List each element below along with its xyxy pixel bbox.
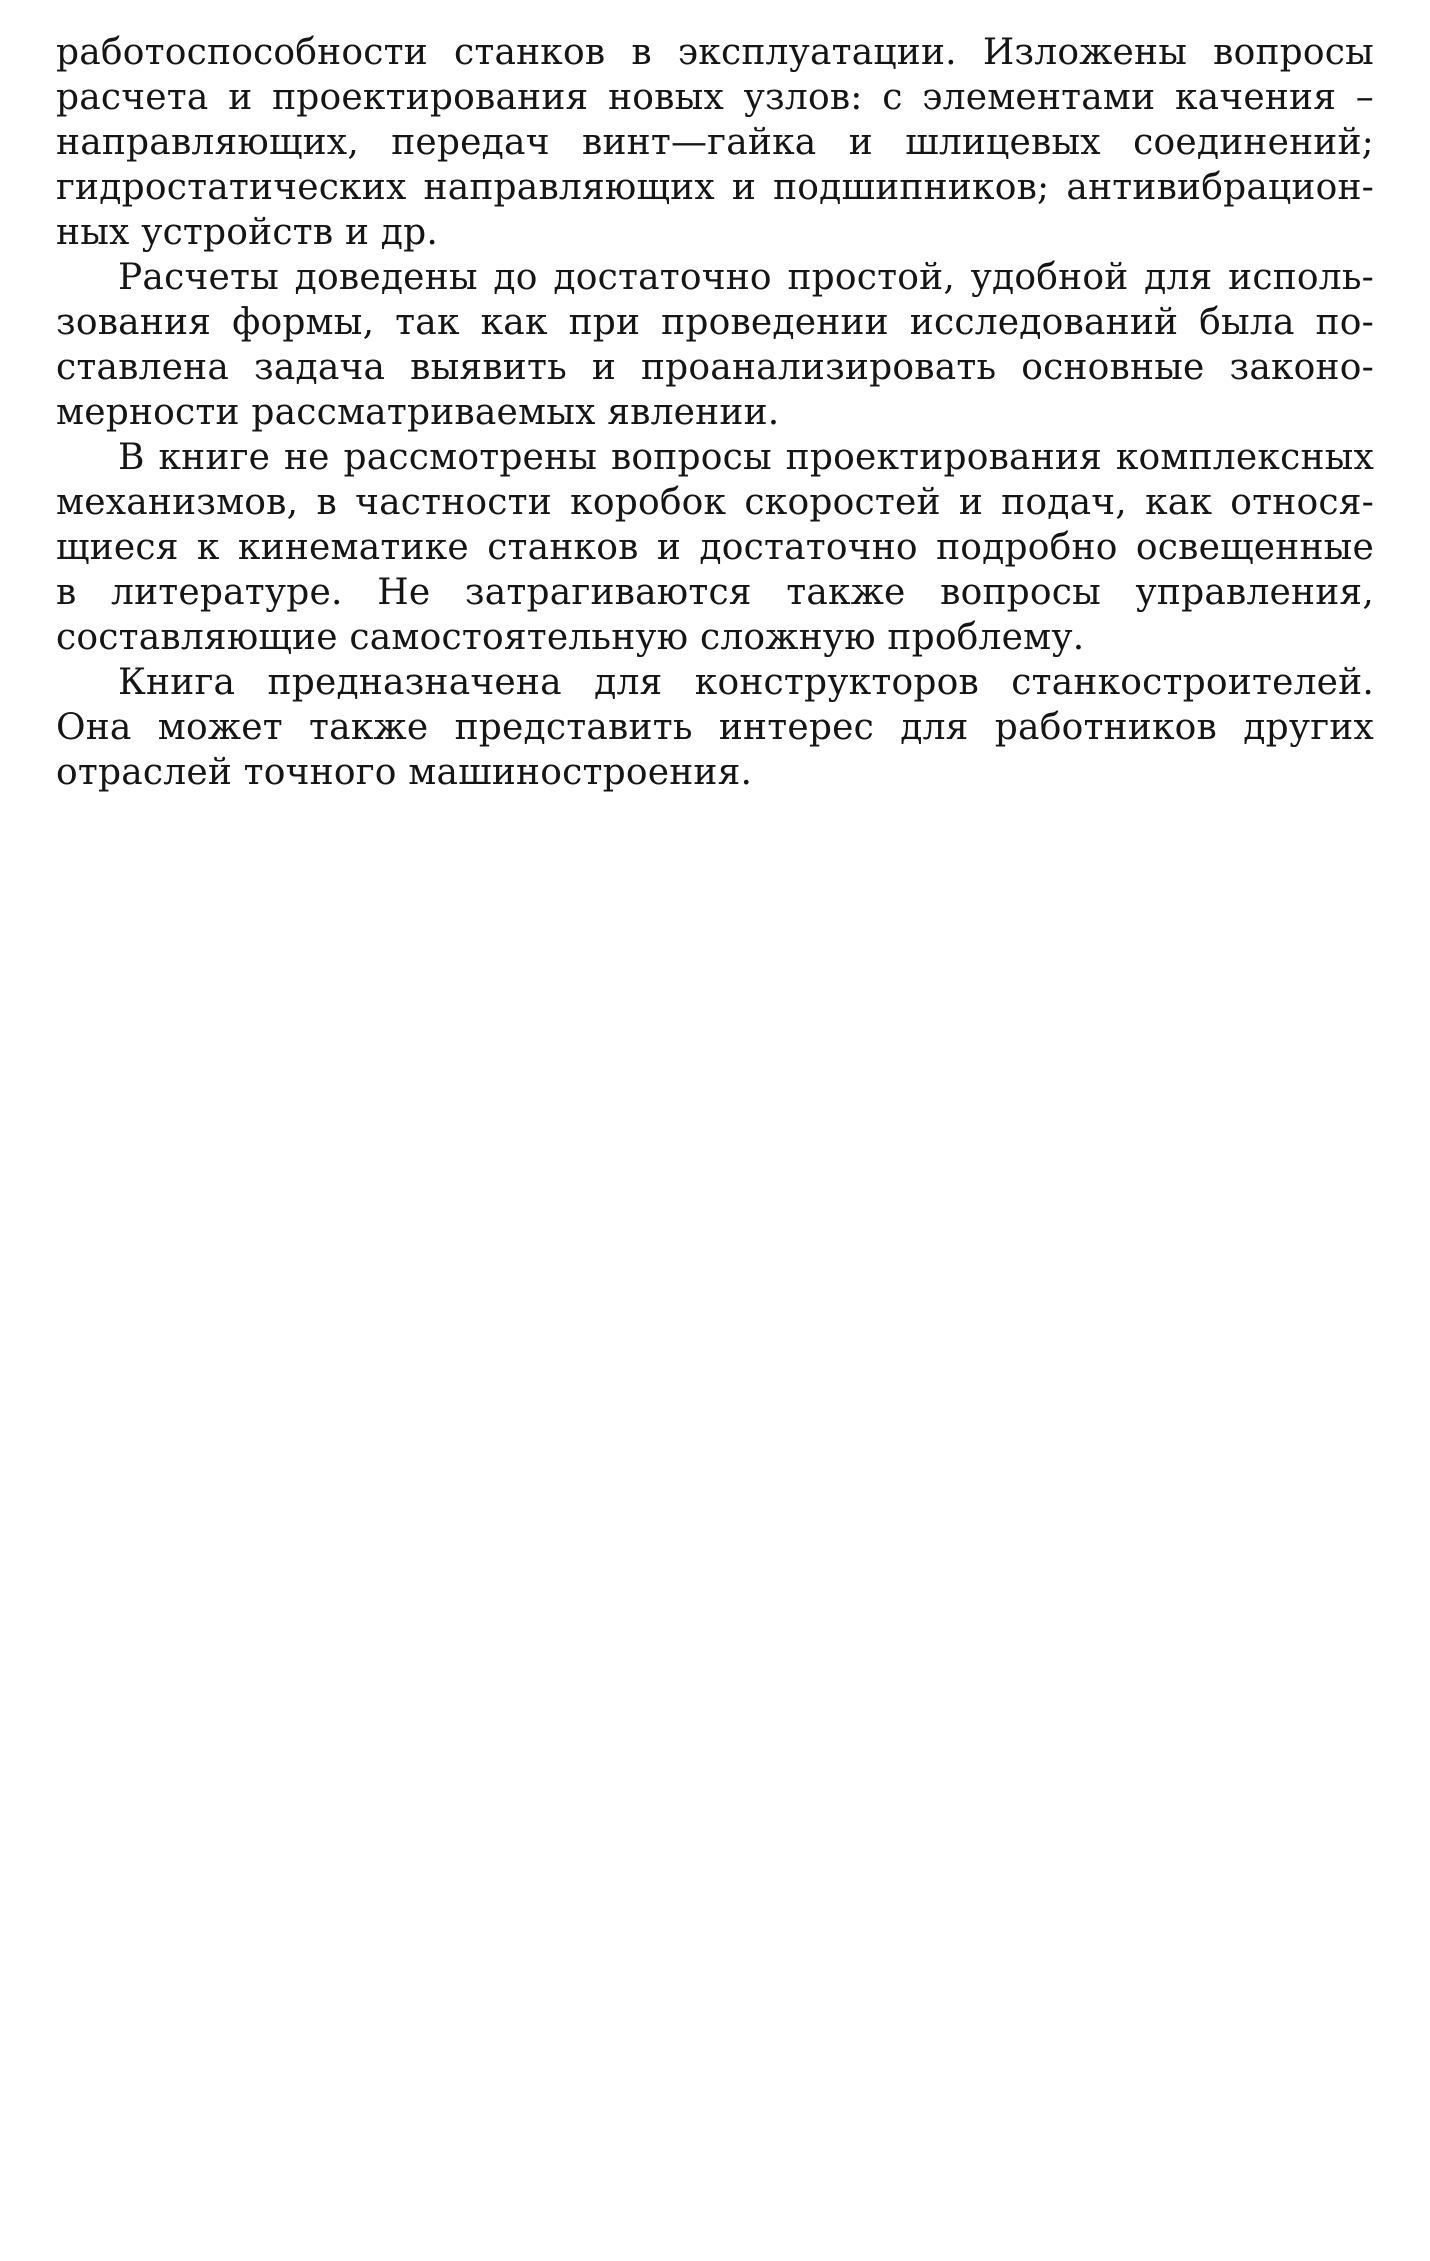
text-line: В книге не рассмотрены вопросы проектирования комплексных	[118, 437, 1374, 478]
text-line: щиеся к кинематике станков и достаточно подробно освещенные	[56, 527, 1374, 568]
text-line: Книга предназначена для конструкторов станкостроителей.	[118, 662, 1374, 703]
text-line: ных устройств и др.	[56, 212, 439, 253]
body-text	[56, 30, 1374, 795]
text-line: мерности рассматриваемых явлении.	[56, 392, 780, 433]
text-line: отраслей точного машиностроения.	[56, 752, 753, 793]
text-line: ставлена задача выявить и проанализировать основные законо-	[56, 347, 1374, 388]
paragraph-2	[56, 255, 1374, 435]
text-line: в литературе. Не затрагиваются также вопросы управления,	[56, 572, 1374, 613]
paragraph-3	[56, 435, 1374, 660]
text-line: Она может также представить интерес для работников других	[56, 707, 1374, 748]
text-line: составляющие самостоятельную сложную проблему.	[56, 617, 1085, 658]
text-line: работоспособности станков в эксплуатации. Изложены вопросы	[56, 32, 1374, 73]
text-line: гидростатических направляющих и подшипников; антивибрацион-	[56, 167, 1374, 208]
text-line: расчета и проектирования новых узлов: с элементами качения –	[56, 77, 1374, 118]
paragraph-4	[56, 660, 1374, 795]
paragraph-1	[56, 30, 1374, 255]
text-line: механизмов, в частности коробок скоростей и подач, как относя-	[56, 482, 1374, 523]
text-line: направляющих, передач винт—гайка и шлицевых соединений;	[56, 122, 1374, 163]
text-line: зования формы, так как при проведении исследований была по-	[56, 302, 1374, 343]
text-line: Расчеты доведены до достаточно простой, удобной для исполь-	[118, 257, 1374, 298]
